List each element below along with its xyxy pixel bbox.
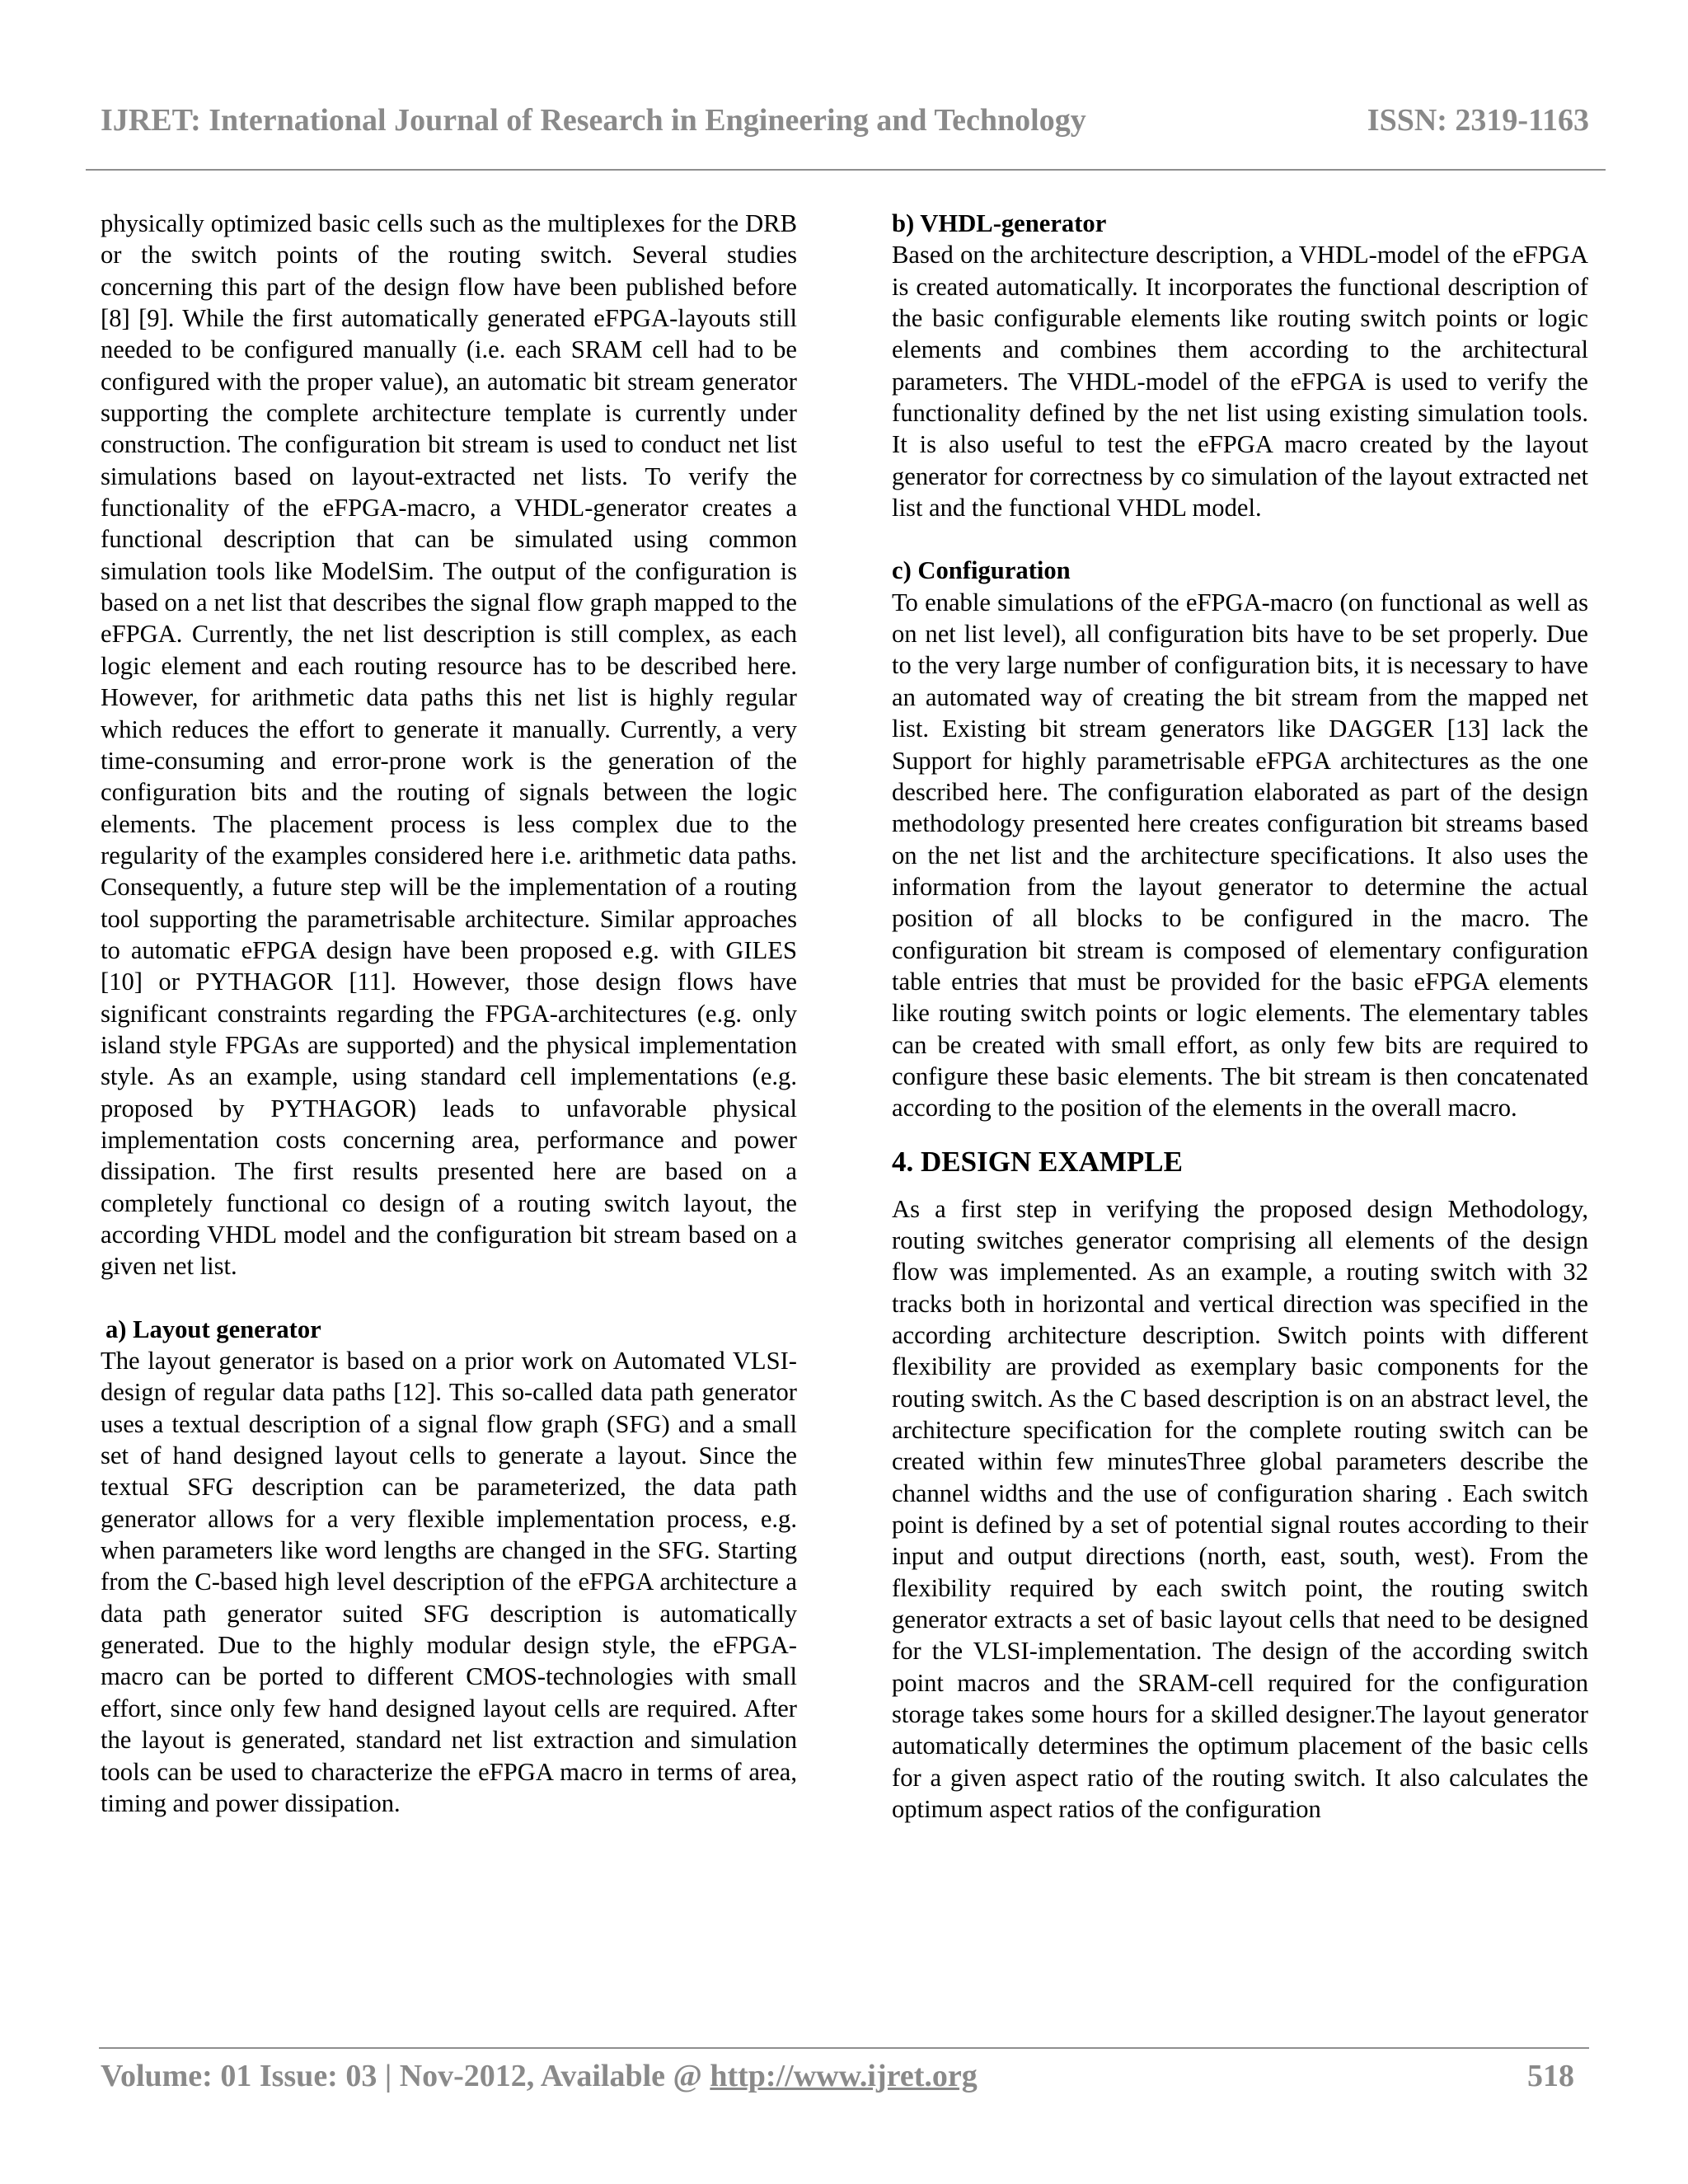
header-divider [86, 169, 1606, 171]
section-heading: 4. DESIGN EXAMPLE [892, 1145, 1183, 1178]
running-header [101, 96, 1589, 145]
running-footer [101, 2054, 1574, 2098]
footer-divider [99, 2047, 1589, 2049]
layout-generator-heading: a) Layout generator [106, 1315, 321, 1343]
layout-generator-paragraph: The layout generator is based on a prior work on Automated VLSI-design of regular data paths [12]. This so-called data path generator uses a textual description of a signal flow graph (SFG) and a small set of hand designed layout cells to generate a layout. Since the textual SFG description can be parameterized, the data path generator allows for a very flexible implementation process, e.g. when parameters like word lengths are changed in the SFG. Starting from the C-based high level description of the eFPGA architecture a data path generator suited SFG description is automatically generated. Due to the highly modular design style, the eFPGA-macro can be ported to different CMOS-technologies with small effort, since only few hand designed layout cells are required. After the layout is generated, standard net list extraction and simulation tools can be used to characterize the eFPGA macro in terms of area, timing and power dissipation. [101, 1347, 797, 1817]
configuration-heading: c) Configuration [892, 556, 1071, 585]
paragraph-gap [892, 523, 1588, 555]
journal-url-link[interactable]: http://www.ijret.org [710, 2059, 978, 2093]
intro-paragraph: physically optimized basic cells such as the multiplexes for the DRB or the switch points of the routing switch. Several studies concerning this part of the design flow have been published before [8] [9]. While the first automatically generated eFPGA-layouts still needed to be configured manually (i.e. each SRAM cell had to be configured with the proper value), an automatic bit stream generator supporting the complete architecture template is currently under construction. The configuration bit stream is used to conduct net list simulations based on layout-extracted net lists. To verify the functionality of the eFPGA-macro, a VHDL-generator creates a functional description that can be simulated using common simulation tools like ModelSim. The output of the configuration is based on a net list that describes the signal flow graph mapped to the eFPGA. Currently, the net list description is still complex, as each logic element and each routing resource has to be described here. However, for arithmetic data paths this net list is highly regular which reduces the effort to generate it manually. Currently, a very time-consuming and error-prone work is the generation of the configuration bits and the routing of signals between the logic elements. The placement process is less complex due to the regularity of the examples considered here i.e. arithmetic data paths. Consequently, a future step will be the implementation of a routing tool supporting the parametrisable architecture. Similar approaches to automatic eFPGA design have been proposed e.g. with GILES [10] or PYTHAGOR [11]. However, those design flows have significant constraints regarding the FPGA-architectures (e.g. only island style FPGAs are supported) and the physical implementation style. As an example, using standard cell implementations (e.g. proposed by PYTHAGOR) leads to unfavorable physical implementation costs concerning area, performance and power dissipation. The first results presented here are based on a completely functional co design of a routing switch layout, the according VHDL model and the configuration bit stream based on a given net list. [101, 209, 797, 1281]
paragraph-gap [101, 1282, 797, 1314]
vhdl-generator-heading: b) VHDL-generator [892, 209, 1107, 237]
page-number: 518 [1527, 2059, 1574, 2093]
footer-volume [101, 2054, 978, 2098]
configuration-paragraph: To enable simulations of the eFPGA-macro (on functional as well as on net list level), all configuration bits have to be set properly. Due to the very large number of configuration bits, it is necessary to have an automated way of creating the bit stream from the mapped net list. Existing bit stream generators like DAGGER [13] lack the Support for highly parametrisable eFPGA architectures as the one described here. The configuration elaborated as part of the design methodology presented here creates configuration bit streams based on the net list and the architecture specifications. It also uses the information from the layout generator to determine the actual position of all blocks to be configured in the macro. The configuration bit stream is composed of elementary configuration table entries that must be provided for the basic eFPGA elements like routing switch points or logic elements. The elementary tables can be created with small effort, as only few bits are required to configure these basic elements. The bit stream is then concatenated according to the position of the elements in the overall macro. [892, 588, 1588, 1122]
left-column [101, 208, 797, 1819]
volume-text: Volume: 01 Issue: 03 | Nov-2012, Available @ [101, 2059, 710, 2093]
vhdl-generator-paragraph: Based on the architecture description, a VHDL-model of the eFPGA is created automatically. It incorporates the functional description of the basic configurable elements like routing switch points or logic elements and combines them according to the architectural parameters. The VHDL-model of the eFPGA is used to verify the functionality defined by the net list using existing simulation tools. It is also useful to test the eFPGA macro created by the layout generator for correctness by co simulation of the layout extracted net list and the functional VHDL model. [892, 241, 1588, 523]
right-column [892, 208, 1588, 1825]
design-example-paragraph: As a first step in verifying the proposed design Methodology, routing switches generator comprising all elements of the design flow was implemented. As an example, a routing switch with 32 tracks both in horizontal and vertical direction was specified in the according architecture description. Switch points with different flexibility are provided as exemplary basic components for the routing switch. As the C based description is on an abstract level, the architecture specification for the complete routing switch can be created within few minutesThree global parameters describe the channel widths and the use of configuration sharing . Each switch point is defined by a set of potential signal routes according to their input and output directions (north, east, south, west). From the flexibility required by each switch point, the routing switch generator extracts a set of basic layout cells that need to be designed for the VLSI-implementation. The design of the according switch point macros and the SRAM-cell required for the configuration storage takes some hours for a skilled designer.The layout generator automatically determines the optimum placement of the basic cells for a given aspect ratio of the routing switch. It also calculates the optimum aspect ratios of the configuration [892, 1194, 1588, 1824]
issn: ISSN: 2319-1163 [1367, 103, 1589, 138]
journal-title: IJRET: International Journal of Research in Engineering and Technology [101, 103, 1086, 138]
